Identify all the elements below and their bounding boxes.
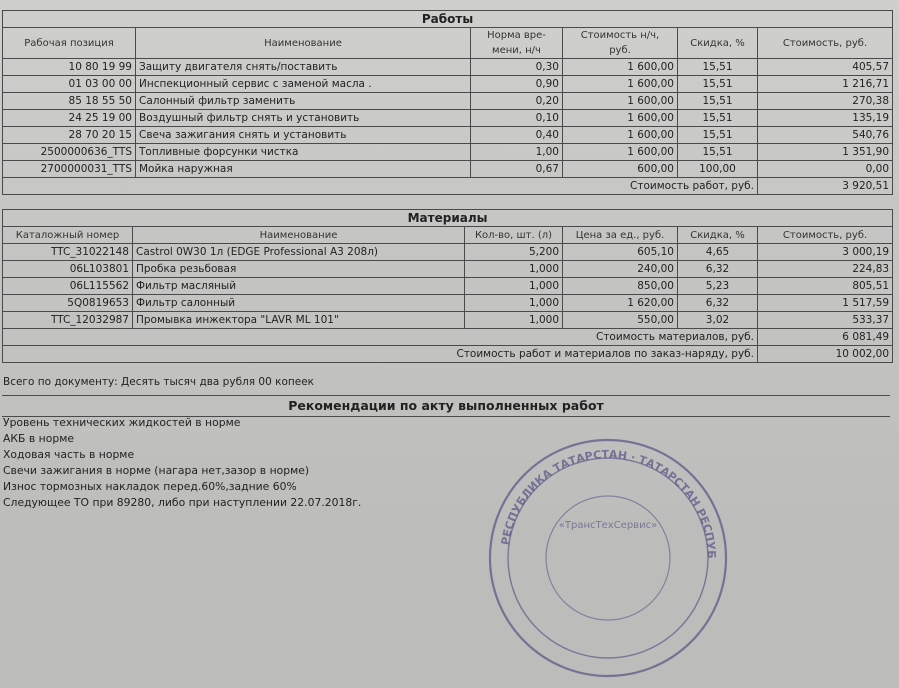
- works-row-rate: 1 600,00: [563, 59, 678, 76]
- materials-row-cost: 805,51: [758, 278, 893, 295]
- recommendation-item: Ходовая часть в норме: [3, 448, 135, 461]
- materials-row-code: TTC_12032987: [3, 312, 133, 329]
- materials-header-row: [3, 227, 893, 244]
- materials-row-discount: 6,32: [678, 261, 758, 278]
- works-row-name: Салонный фильтр заменить: [136, 93, 471, 110]
- recommendation-item: Свечи зажигания в норме (нагара нет,зазор в норме): [3, 464, 310, 477]
- works-row-code: 2700000031_TTS: [3, 161, 136, 178]
- works-row-norm: 0,40: [471, 127, 563, 144]
- works-row: [3, 161, 893, 178]
- materials-header-discount: Скидка, %: [678, 227, 758, 244]
- materials-total-label: Стоимость материалов, руб.: [3, 329, 758, 346]
- materials-body: [3, 244, 893, 329]
- works-row-cost: 1 216,71: [758, 76, 893, 93]
- works-row: [3, 59, 893, 76]
- materials-title: Материалы: [3, 210, 893, 227]
- works-row-name: Мойка наружная: [136, 161, 471, 178]
- works-row-cost: 0,00: [758, 161, 893, 178]
- works-total-row: [3, 178, 893, 195]
- materials-row-name: Пробка резьбовая: [133, 261, 465, 278]
- works-row-code: 24 25 19 00: [3, 110, 136, 127]
- works-total-value: 3 920,51: [758, 178, 893, 195]
- works-row-rate: 1 600,00: [563, 93, 678, 110]
- works-row-cost: 270,38: [758, 93, 893, 110]
- works-row-discount: 15,51: [678, 127, 758, 144]
- works-row-name: Свеча зажигания снять и установить: [136, 127, 471, 144]
- works-row-norm: 0,30: [471, 59, 563, 76]
- materials-row-code: 06L103801: [3, 261, 133, 278]
- works-row-discount: 15,51: [678, 144, 758, 161]
- recommendations-title: Рекомендации по акту выполненных работ: [2, 395, 890, 417]
- works-row-rate: 1 600,00: [563, 127, 678, 144]
- works-row: [3, 76, 893, 93]
- works-header-norm-line1: Норма вре-: [487, 30, 546, 41]
- materials-row-code: 5Q0819653: [3, 295, 133, 312]
- materials-row-cost: 533,37: [758, 312, 893, 329]
- works-row-discount: 15,51: [678, 59, 758, 76]
- materials-header-price: Цена за ед., руб.: [563, 227, 678, 244]
- materials-header-code: Каталожный номер: [3, 227, 133, 244]
- works-row-code: 01 03 00 00: [3, 76, 136, 93]
- materials-row-name: Castrol 0W30 1л (EDGE Professional A3 208л): [133, 244, 465, 261]
- works-row-discount: 100,00: [678, 161, 758, 178]
- stamp-outer-text: РЕСПУБЛИКА ТАТАРСТАН · ТАТАРСТАН РЕСПУБ: [498, 447, 719, 559]
- works-row-cost: 135,19: [758, 110, 893, 127]
- svg-text:РЕСПУБЛИКА ТАТАРСТАН · ТАТАРСТ: [499, 448, 718, 559]
- materials-row: [3, 295, 893, 312]
- works-row-name: Воздушный фильтр снять и установить: [136, 110, 471, 127]
- recommendations-list: [3, 415, 361, 511]
- works-row-norm: 0,10: [471, 110, 563, 127]
- works-header-norm-line2: мени, н/ч: [492, 45, 541, 56]
- works-row-code: 85 18 55 50: [3, 93, 136, 110]
- materials-row-qty: 1,000: [465, 278, 563, 295]
- works-row-norm: 0,20: [471, 93, 563, 110]
- materials-row-price: 550,00: [563, 312, 678, 329]
- works-header-code: Рабочая позиция: [3, 28, 136, 59]
- stamp-inner-text: «ТрансТехСервис»: [558, 520, 658, 531]
- works-header-rate-line1: Стоимость н/ч,: [580, 30, 660, 41]
- works-row-discount: 15,51: [678, 76, 758, 93]
- works-title: Работы: [3, 11, 893, 28]
- materials-row: [3, 261, 893, 278]
- materials-header-name: Наименование: [133, 227, 465, 244]
- materials-row-price: 850,00: [563, 278, 678, 295]
- recommendation-item: Уровень технических жидкостей в норме: [3, 416, 241, 429]
- works-row-cost: 540,76: [758, 127, 893, 144]
- materials-row-discount: 4,65: [678, 244, 758, 261]
- works-row-code: 10 80 19 99: [3, 59, 136, 76]
- works-row-rate: 1 600,00: [563, 110, 678, 127]
- materials-row-qty: 5,200: [465, 244, 563, 261]
- materials-row-discount: 5,23: [678, 278, 758, 295]
- materials-row-qty: 1,000: [465, 261, 563, 278]
- works-row-code: 2500000636_TTS: [3, 144, 136, 161]
- works-row-norm: 0,90: [471, 76, 563, 93]
- works-row-name: Инспекционный сервис с заменой масла .: [136, 76, 471, 93]
- works-header-cost: Стоимость, руб.: [758, 28, 893, 59]
- grand-total-label: Стоимость работ и материалов по заказ-наряду, руб.: [3, 346, 758, 363]
- materials-row-name: Фильтр масляный: [133, 278, 465, 295]
- materials-row-code: TTC_31022148: [3, 244, 133, 261]
- company-stamp-icon: [478, 428, 738, 688]
- materials-row-cost: 1 517,59: [758, 295, 893, 312]
- works-body: [3, 59, 893, 178]
- materials-total-value: 6 081,49: [758, 329, 893, 346]
- works-row-rate: 600,00: [563, 161, 678, 178]
- works-row-discount: 15,51: [678, 93, 758, 110]
- works-row-cost: 405,57: [758, 59, 893, 76]
- works-header-row: [3, 28, 893, 59]
- works-header-rate-line2: руб.: [609, 45, 631, 56]
- works-header-name: Наименование: [136, 28, 471, 59]
- materials-row-cost: 3 000,19: [758, 244, 893, 261]
- materials-row-price: 605,10: [563, 244, 678, 261]
- recommendation-item: АКБ в норме: [3, 432, 74, 445]
- materials-header-cost: Стоимость, руб.: [758, 227, 893, 244]
- works-total-label: Стоимость работ, руб.: [3, 178, 758, 195]
- materials-row-qty: 1,000: [465, 295, 563, 312]
- document-total: Всего по документу: Десять тысяч два рубля 00 копеек: [3, 376, 314, 388]
- materials-row: [3, 312, 893, 329]
- grand-total-row: [3, 346, 893, 363]
- materials-row-name: Фильтр салонный: [133, 295, 465, 312]
- works-row: [3, 127, 893, 144]
- works-table: [2, 10, 893, 195]
- works-row-norm: 0,67: [471, 161, 563, 178]
- materials-title-row: [3, 210, 893, 227]
- materials-header-qty: Кол-во, шт. (л): [465, 227, 563, 244]
- materials-table: [2, 209, 893, 363]
- works-row-rate: 1 600,00: [563, 76, 678, 93]
- works-header-norm: [471, 28, 563, 59]
- works-title-row: [3, 11, 893, 28]
- grand-total-value: 10 002,00: [758, 346, 893, 363]
- works-row-code: 28 70 20 15: [3, 127, 136, 144]
- materials-row-name: Промывка инжектора "LAVR ML 101": [133, 312, 465, 329]
- materials-row-discount: 6,32: [678, 295, 758, 312]
- works-row-name: Защиту двигателя снять/поставить: [136, 59, 471, 76]
- works-row: [3, 144, 893, 161]
- works-row-cost: 1 351,90: [758, 144, 893, 161]
- works-row-discount: 15,51: [678, 110, 758, 127]
- works-row: [3, 110, 893, 127]
- works-header-discount: Скидка, %: [678, 28, 758, 59]
- materials-row-discount: 3,02: [678, 312, 758, 329]
- materials-row: [3, 278, 893, 295]
- materials-row-qty: 1,000: [465, 312, 563, 329]
- materials-total-row: [3, 329, 893, 346]
- materials-row-price: 1 620,00: [563, 295, 678, 312]
- works-header-rate: [563, 28, 678, 59]
- works-row: [3, 93, 893, 110]
- materials-row-cost: 224,83: [758, 261, 893, 278]
- materials-row-price: 240,00: [563, 261, 678, 278]
- recommendation-item: Следующее ТО при 89280, либо при наступлении 22.07.2018г.: [3, 496, 362, 509]
- materials-row: [3, 244, 893, 261]
- works-row-rate: 1 600,00: [563, 144, 678, 161]
- works-row-norm: 1,00: [471, 144, 563, 161]
- materials-row-code: 06L115562: [3, 278, 133, 295]
- recommendation-item: Износ тормозных накладок перед.60%,задние 60%: [3, 480, 297, 493]
- works-row-name: Топливные форсунки чистка: [136, 144, 471, 161]
